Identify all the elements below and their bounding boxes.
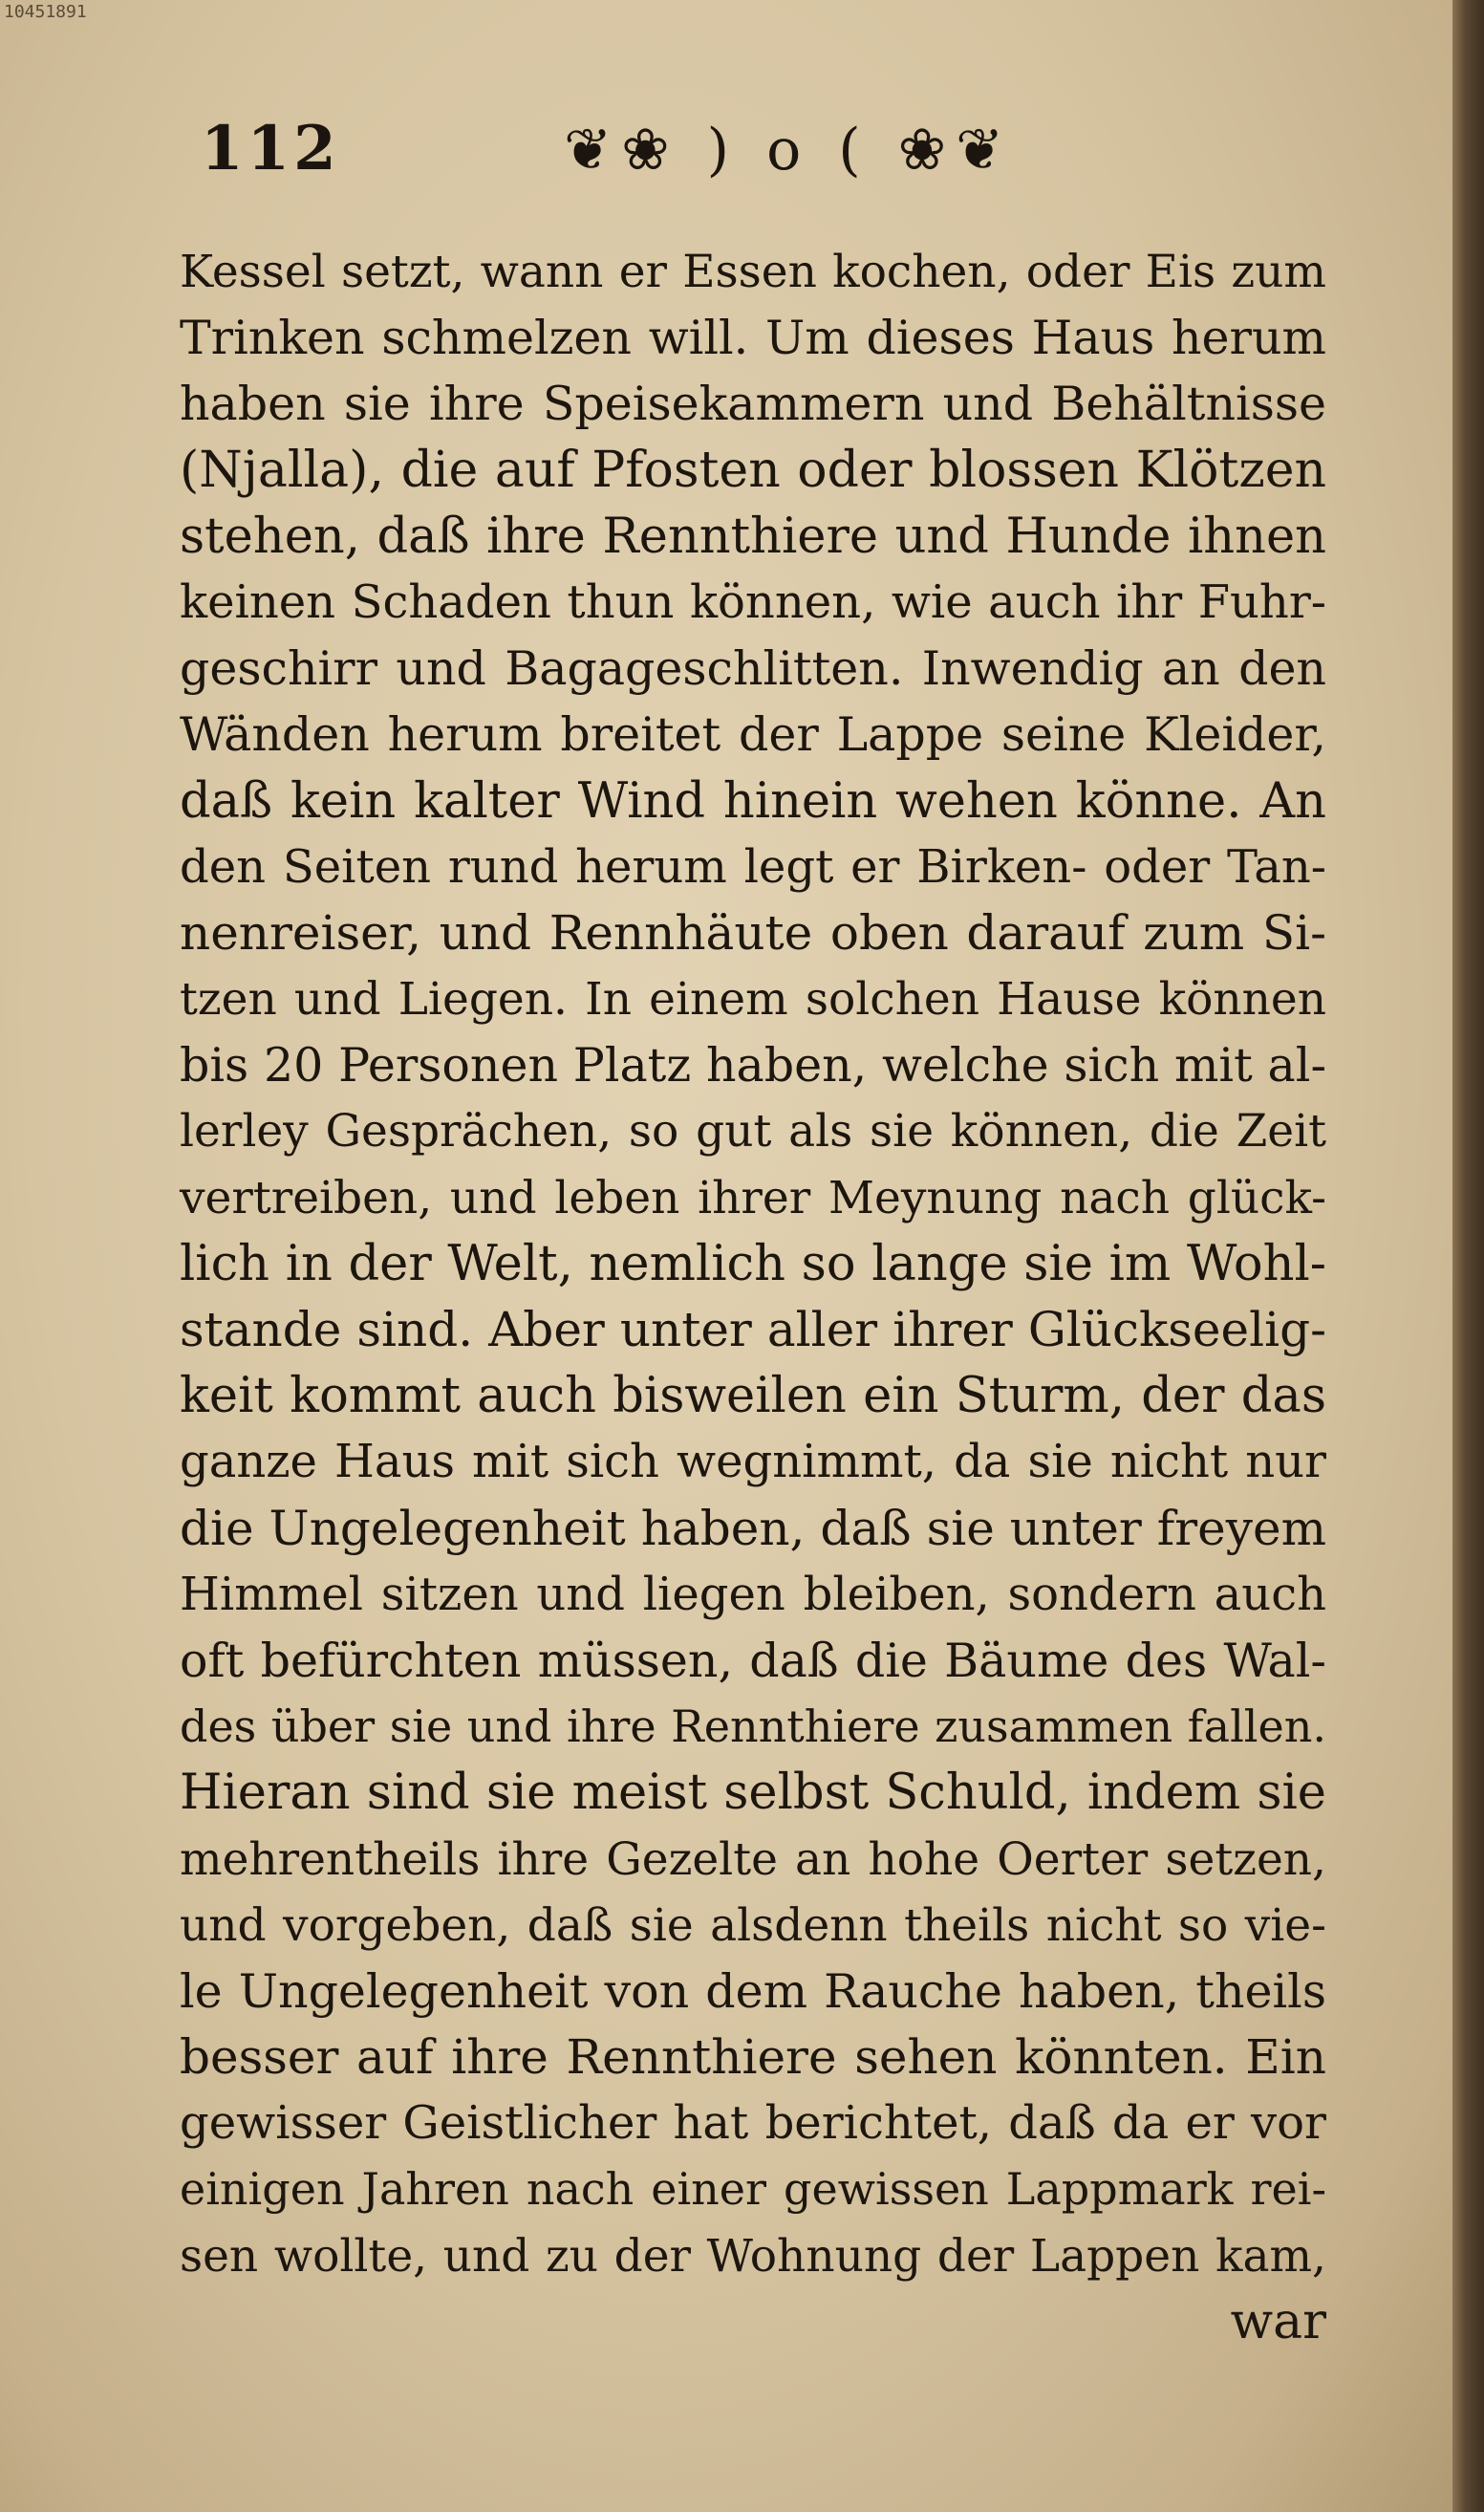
text-line: die Ungelegenheit haben, daß sie unter freyem: [180, 1500, 1326, 1556]
body-text: [180, 239, 1326, 2355]
text-line: oft befürchten müssen, daß die Bäume des Wal-: [180, 1633, 1326, 1688]
text-line: Kessel setzt, wann er Essen kochen, oder Eis zum: [180, 246, 1326, 298]
text-line: Trinken schmelzen will. Um dieses Haus herum: [180, 311, 1326, 366]
text-line: lerley Gesprächen, so gut als sie können, die Zeit: [180, 1105, 1326, 1159]
header-ornament: ❦❀ ) o ( ❀❦: [564, 117, 1014, 184]
text-line: nenreiser, und Rennhäute oben darauf zum Si-: [180, 904, 1326, 961]
text-line: (Njalla), die auf Pfosten oder blossen Klötzen: [180, 441, 1326, 499]
text-line: ganze Haus mit sich wegnimmt, da sie nicht nur: [180, 1435, 1326, 1489]
text-line: le Ungelegenheit von dem Rauche haben, theils: [180, 1963, 1326, 2019]
text-line: gewisser Geistlicher hat berichtet, daß da er vor: [180, 2096, 1326, 2151]
text-line: den Seiten rund herum legt er Birken- oder Tan-: [180, 839, 1326, 894]
text-line: mehrentheils ihre Gezelte an hohe Oerter setzen,: [180, 1832, 1326, 1886]
text-line: Wänden herum breitet der Lappe seine Kleider,: [180, 707, 1326, 763]
catchword: war: [1230, 2292, 1326, 2350]
text-line: keit kommt auch bisweilen ein Sturm, der das: [180, 1368, 1326, 1425]
text-line: stande sind. Aber unter aller ihrer Glückseelig-: [180, 1302, 1326, 1357]
text-line: tzen und Liegen. In einem solchen Hause können: [180, 973, 1326, 1027]
text-line: daß kein kalter Wind hinein wehen könne. An: [180, 772, 1326, 830]
text-line: und vorgeben, daß sie alsdenn theils nicht so vie-: [180, 1898, 1326, 1952]
text-line: keinen Schaden thun können, wie auch ihr Fuhr-: [180, 574, 1326, 629]
text-line: besser auf ihre Rennthiere sehen könnten. Ein: [180, 2029, 1326, 2086]
text-line: sen wollte, und zu der Wohnung der Lappen kam,: [180, 2229, 1326, 2283]
text-line: haben sie ihre Speisekammern und Behältnisse: [180, 377, 1326, 432]
text-line: lich in der Welt, nemlich so lange sie im Wohl-: [180, 1235, 1326, 1292]
book-gutter: [1452, 0, 1484, 2512]
text-line: einigen Jahren nach einer gewissen Lappmark rei-: [180, 2163, 1326, 2216]
text-line: des über sie und ihre Rennthiere zusammen fallen.: [180, 1700, 1326, 1753]
text-line: Himmel sitzen und liegen bleiben, sondern auch: [180, 1567, 1326, 1621]
page-number: 112: [201, 113, 340, 184]
text-line: bis 20 Personen Platz haben, welche sich mit al-: [180, 1038, 1326, 1094]
page-header: [191, 113, 1338, 199]
scan-id-stamp: 10451891: [4, 2, 87, 22]
text-line: vertreiben, und leben ihrer Meynung nach glück-: [180, 1171, 1326, 1224]
text-line: stehen, daß ihre Rennthiere und Hunde ihnen: [180, 508, 1326, 565]
text-line: geschirr und Bagageschlitten. Inwendig an den: [180, 641, 1326, 697]
text-line: Hieran sind sie meist selbst Schuld, indem sie: [180, 1765, 1326, 1822]
